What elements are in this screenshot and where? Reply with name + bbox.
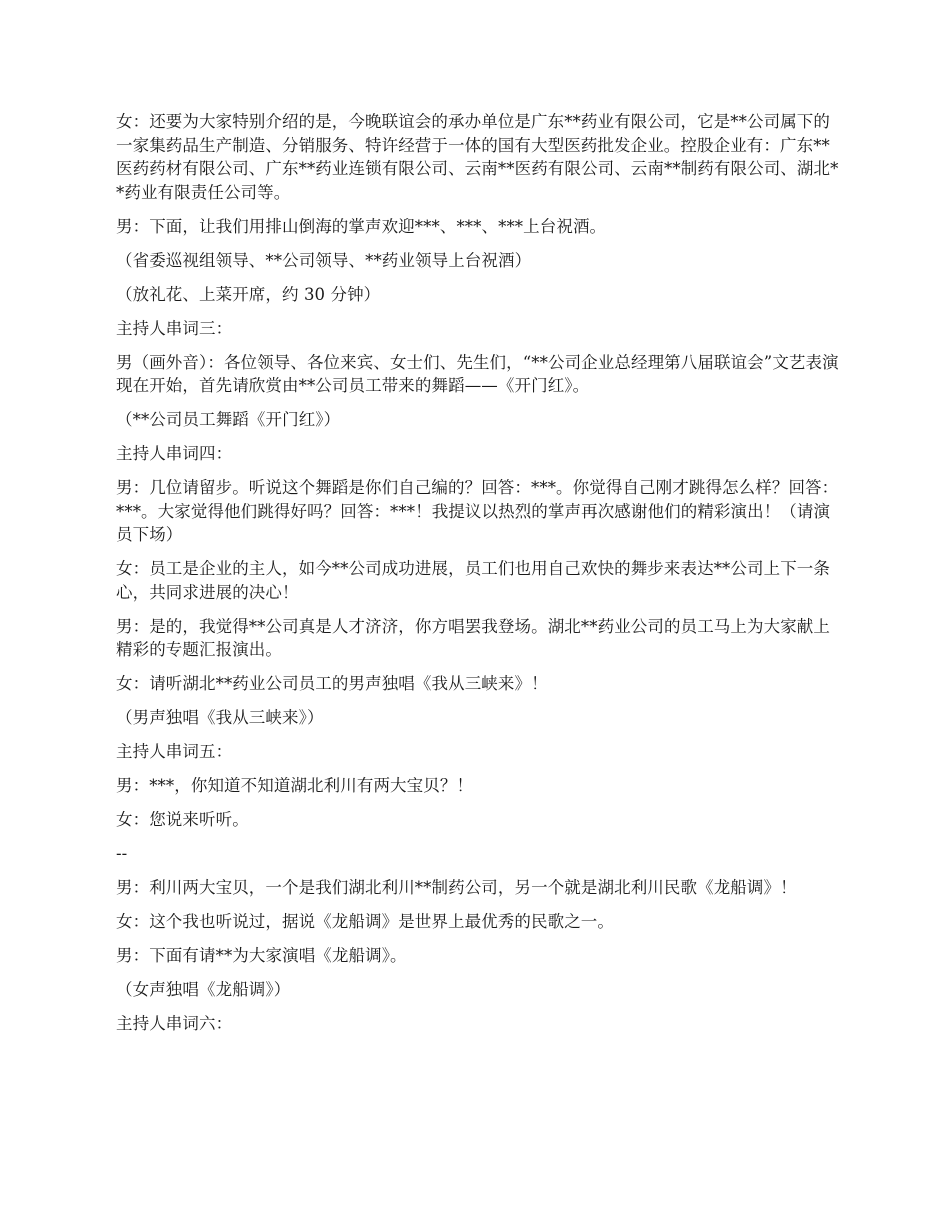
paragraph-folk-song-praise: 女：这个我也听说过，据说《龙船调》是世界上最优秀的民歌之一。 bbox=[116, 912, 614, 931]
paragraph-stage-note-female-solo: （女声独唱《龙船调》） bbox=[116, 980, 291, 999]
paragraph-stage-note-solo: （男声独唱《我从三峡来》） bbox=[116, 708, 324, 727]
section-heading-6: 主持人串词六： bbox=[116, 1014, 233, 1033]
paragraph-stage-note-toast: （省委巡视组领导、**公司领导、**药业领导上台祝酒） bbox=[116, 250, 532, 270]
section-heading-3: 主持人串词三： bbox=[116, 318, 233, 338]
paragraph-toast-welcome: 男：下面，让我们用排山倒海的掌声欢迎***、***、***上台祝酒。 bbox=[116, 216, 607, 236]
paragraph-stage-note-banquet: （放礼花、上菜开席，约 30 分钟） bbox=[116, 284, 381, 304]
paragraph-solo-intro: 女：请听湖北**药业公司员工的男声独唱《我从三峡来》！ bbox=[116, 674, 548, 693]
paragraph-voiceover-opening: 男（画外音）：各位领导、各位来宾、女士们、先生们，“**公司企业总经理第八届联谊会”文艺表演现在开始，首先请欣赏由**公司员工带来的舞蹈——《开门红》。 bbox=[116, 352, 839, 395]
section-heading-4: 主持人串词四： bbox=[116, 444, 233, 463]
paragraph-two-treasures-answer: 男：利川两大宝贝，一个是我们湖北利川**制药公司，另一个就是湖北利川民歌《龙船调》！ bbox=[116, 878, 797, 897]
separator-dashes: -- bbox=[116, 844, 128, 863]
section-heading-5: 主持人串词五： bbox=[116, 742, 233, 761]
document-page bbox=[116, 110, 840, 1046]
paragraph-song-invite: 男：下面有请**为大家演唱《龙船调》。 bbox=[116, 946, 407, 965]
paragraph-host-intro-company: 女：还要为大家特别介绍的是，今晚联谊会的承办单位是广东**药业有限公司，它是**公司属下的一家集药品生产制造、分销服务、特许经营于一体的国有大型医药批发企业。控股企业有：广东**医药药材有限公司、广东**药业连锁有限公司、云南**医药有限公司、云南**制药有限公司、湖北**药业有限责任公司等。 bbox=[116, 112, 839, 202]
paragraph-stage-note-dance: （**公司员工舞蹈《开门红》） bbox=[116, 410, 341, 429]
paragraph-tell-me: 女：您说来听听。 bbox=[116, 810, 249, 829]
paragraph-dancer-interview: 男：几位请留步。听说这个舞蹈是你们自己编的？回答：***。你觉得自己刚才跳得怎么样？回答：***。大家觉得他们跳得好吗？回答：***！我提议以热烈的掌声再次感谢他们的精彩演出！（请演员下场） bbox=[116, 478, 839, 544]
paragraph-talent-report: 男：是的，我觉得**公司真是人才济济，你方唱罢我登场。湖北**药业公司的员工马上为大家献上精彩的专题汇报演出。 bbox=[116, 616, 830, 659]
paragraph-two-treasures-question: 男：***，你知道不知道湖北利川有两大宝贝？！ bbox=[116, 776, 474, 795]
paragraph-employees-owners: 女：员工是企业的主人，如今**公司成功进展，员工们也用自己欢快的舞步来表达**公司上下一条心，共同求进展的决心！ bbox=[116, 559, 830, 602]
